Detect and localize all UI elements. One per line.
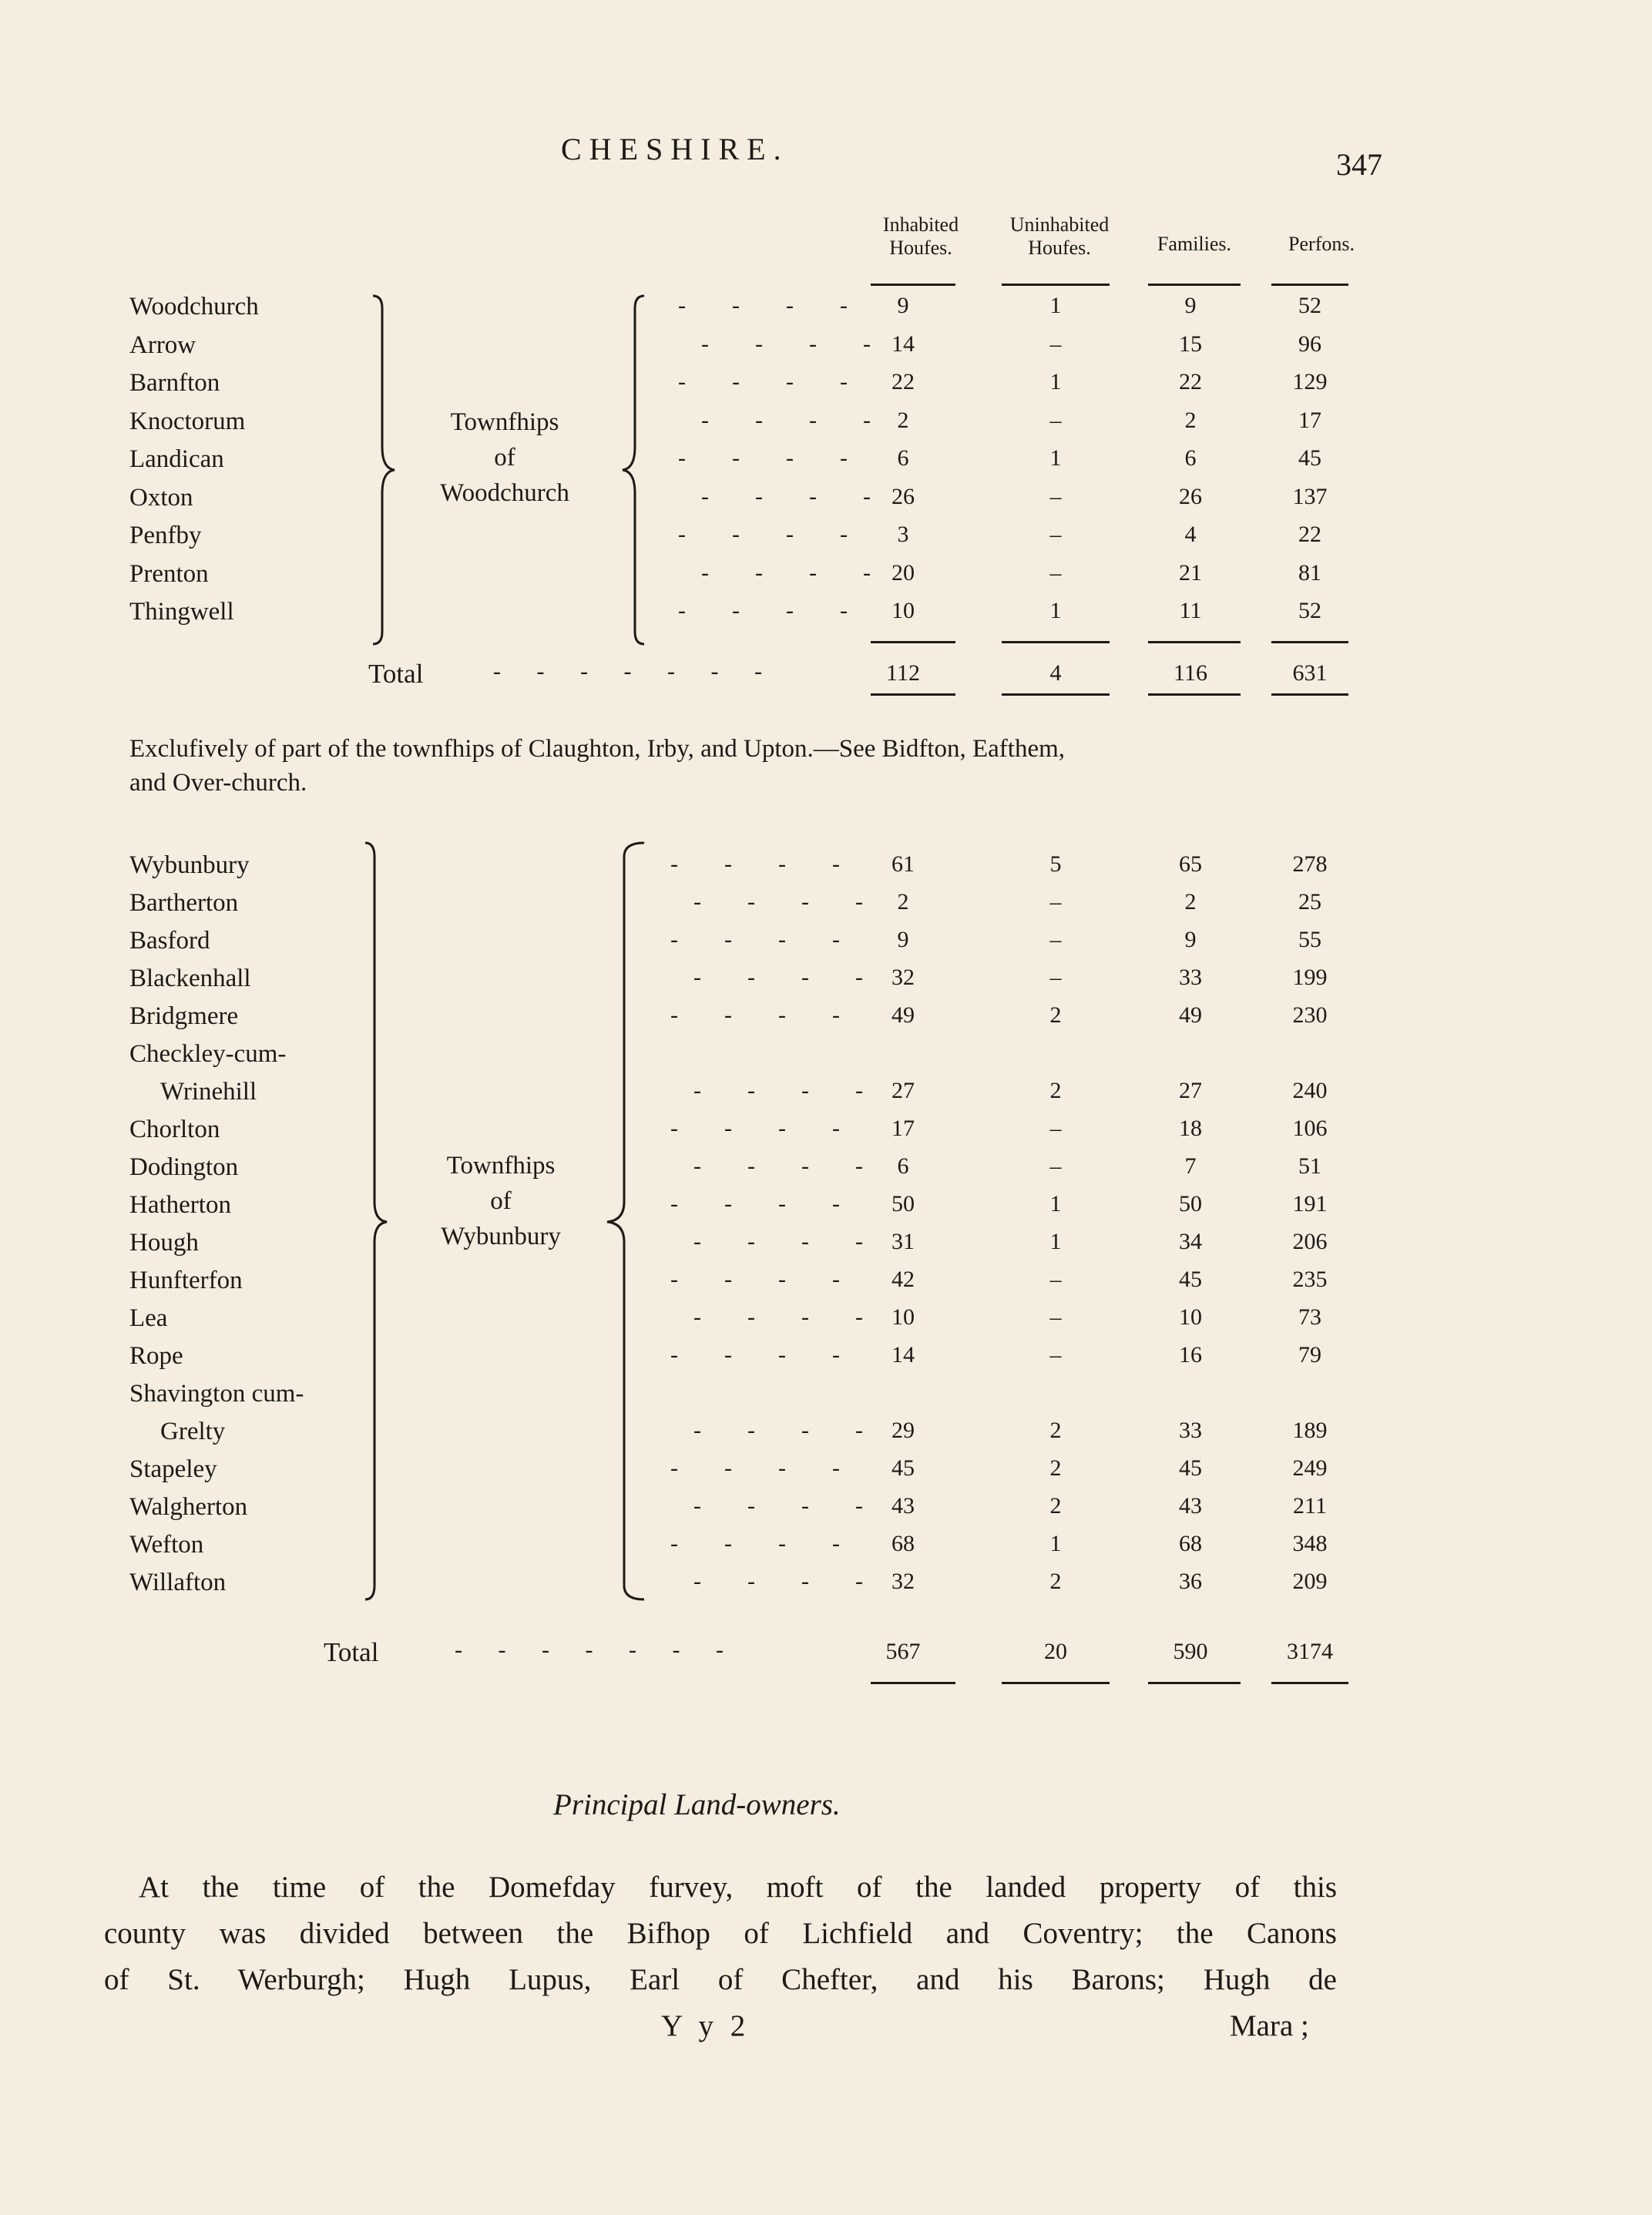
persons-value: 22 [1298, 522, 1321, 547]
uninhabited-value: 5 [1049, 851, 1062, 877]
persons-value: 73 [1298, 1304, 1321, 1330]
persons-value: 17 [1298, 407, 1321, 433]
township-name: Dodington [129, 1153, 239, 1181]
families-value: 34 [1179, 1229, 1202, 1254]
persons-value: 211 [1293, 1493, 1327, 1519]
inhabited-value: 2 [897, 889, 909, 915]
persons-value: 96 [1298, 331, 1321, 357]
leader-dots: - - - - [678, 598, 852, 623]
township-name: Willafton [129, 1569, 227, 1596]
persons-value: 199 [1292, 965, 1328, 990]
leader-dots: - - - - [670, 1267, 844, 1292]
inhabited-value: 27 [891, 1078, 915, 1103]
township-name: Hunfterfon [129, 1267, 243, 1294]
total-uninhabited: 20 [1044, 1639, 1067, 1664]
total-inhabited: 112 [886, 660, 920, 686]
inhabited-value: 14 [891, 1342, 915, 1368]
leader-dots: - - - - [701, 483, 875, 509]
column-header-inhabited [855, 213, 986, 260]
families-value: 4 [1184, 522, 1197, 547]
leader-dots: - - - - [701, 407, 875, 433]
leader-dots: - - - - [670, 1342, 844, 1368]
leader-dots: - - - - [693, 1418, 868, 1443]
township-name: Lea [129, 1304, 168, 1332]
uninhabited-value: – [1049, 483, 1062, 509]
families-value: 16 [1179, 1342, 1202, 1368]
persons-value: 106 [1292, 1116, 1328, 1141]
total-label: Total [324, 1637, 379, 1667]
inhabited-value: 17 [891, 1116, 915, 1141]
uninhabited-value: – [1049, 522, 1062, 547]
uninhabited-value: – [1049, 965, 1062, 990]
leader-dots: - - - - - - - [455, 1637, 728, 1663]
uninhabited-value: 1 [1049, 293, 1062, 318]
leader-dots: - - - - [701, 559, 875, 586]
persons-value: 51 [1298, 1153, 1321, 1179]
persons-value: 52 [1298, 598, 1321, 623]
inhabited-value: 68 [891, 1531, 915, 1556]
persons-value: 52 [1298, 293, 1321, 318]
persons-value: 129 [1292, 369, 1328, 394]
left-brace-icon [601, 840, 647, 1603]
header-rule [871, 284, 955, 286]
uninhabited-value: 2 [1049, 1418, 1062, 1443]
page-number: 347 [1336, 147, 1382, 182]
persons-value: 81 [1298, 559, 1321, 586]
inhabited-value: 6 [897, 445, 909, 471]
township-name: Bridgmere [129, 1002, 239, 1030]
inhabited-value: 50 [891, 1191, 915, 1217]
township-name: Walgherton [129, 1493, 248, 1521]
families-value: 9 [1184, 293, 1197, 318]
families-value: 6 [1184, 445, 1197, 471]
right-brace-icon [362, 840, 393, 1603]
leader-dots: - - - - [670, 851, 844, 877]
township-name: Oxton [129, 483, 193, 512]
persons-value: 348 [1292, 1531, 1328, 1556]
total-rule [1148, 1682, 1241, 1684]
left-brace-icon [616, 293, 647, 647]
inhabited-value: 10 [891, 1304, 915, 1330]
families-value: 26 [1179, 483, 1202, 509]
inhabited-value: 20 [891, 559, 915, 586]
township-name: Basford [129, 927, 210, 955]
uninhabited-value: 1 [1049, 598, 1062, 623]
column-header-families: Families. [1157, 233, 1232, 255]
inhabited-value: 32 [891, 1569, 915, 1594]
uninhabited-value: 2 [1049, 1569, 1062, 1594]
total-rule [1002, 693, 1110, 696]
leader-dots: - - - - [693, 1153, 868, 1179]
leader-dots: - - - - [693, 1493, 868, 1519]
leader-dots: - - - - [670, 1116, 844, 1141]
persons-value: 230 [1292, 1002, 1328, 1028]
total-rule [1002, 641, 1110, 643]
leader-dots: - - - - [670, 1455, 844, 1481]
township-name: Chorlton [129, 1116, 220, 1143]
persons-value: 79 [1298, 1342, 1321, 1368]
persons-value: 55 [1298, 927, 1321, 952]
group-label-line: of [494, 444, 515, 472]
uninhabited-value: 2 [1049, 1078, 1062, 1103]
uninhabited-value: – [1049, 1342, 1062, 1368]
leader-dots: - - - - [693, 1304, 868, 1330]
inhabited-value: 9 [897, 293, 909, 318]
township-name: Bartherton [129, 889, 239, 917]
column-header-inhabited-line2: Houfes. [889, 237, 952, 259]
total-rule [871, 1682, 955, 1684]
total-rule [1148, 693, 1241, 696]
persons-value: 235 [1292, 1267, 1328, 1292]
right-brace-icon [370, 293, 401, 647]
total-rule [871, 641, 955, 643]
township-name: Prenton [129, 559, 209, 588]
inhabited-value: 45 [891, 1455, 915, 1481]
column-header-uninhabited-line2: Houfes. [1028, 237, 1091, 259]
township-name: Checkley-cum- [129, 1040, 287, 1068]
leader-dots: - - - - [701, 331, 875, 357]
families-value: 10 [1179, 1304, 1202, 1330]
families-value: 49 [1179, 1002, 1202, 1028]
persons-value: 137 [1292, 483, 1328, 509]
township-name: Wybunbury [129, 851, 250, 879]
inhabited-value: 9 [897, 927, 909, 952]
inhabited-value: 14 [891, 331, 915, 357]
persons-value: 278 [1292, 851, 1328, 877]
inhabited-value: 29 [891, 1418, 915, 1443]
total-inhabited: 567 [885, 1639, 921, 1664]
inhabited-value: 32 [891, 965, 915, 990]
leader-dots: - - - - [693, 1569, 868, 1594]
paragraph-line: of St. Werburgh; Hugh Lupus, Earl of Chefter, and his Barons; Hugh de [104, 1963, 1337, 1996]
uninhabited-value: 1 [1049, 1531, 1062, 1556]
inhabited-value: 10 [891, 598, 915, 623]
total-rule [1271, 1682, 1348, 1684]
township-name: Blackenhall [129, 965, 251, 992]
inhabited-value: 42 [891, 1267, 915, 1292]
persons-value: 249 [1292, 1455, 1328, 1481]
township-name: Landican [129, 445, 224, 473]
persons-value: 25 [1298, 889, 1321, 915]
families-value: 2 [1184, 407, 1197, 433]
leader-dots: - - - - [678, 293, 852, 318]
signature-mark: Y y 2 [661, 2009, 750, 2042]
families-value: 43 [1179, 1493, 1202, 1519]
leader-dots: - - - - [693, 1229, 868, 1254]
families-value: 15 [1179, 331, 1202, 357]
total-uninhabited: 4 [1049, 660, 1062, 686]
uninhabited-value: – [1049, 1304, 1062, 1330]
families-value: 33 [1179, 965, 1202, 990]
group-label-line: Woodchurch [440, 479, 569, 507]
leader-dots: - - - - - - - [493, 659, 767, 684]
leader-dots: - - - - [693, 965, 868, 990]
paragraph-line: At the time of the Domefday furvey, moft of the landed property of this [139, 1871, 1337, 1904]
header-rule [1271, 284, 1348, 286]
leader-dots: - - - - [693, 889, 868, 915]
column-header-inhabited-line1: Inhabited [882, 213, 959, 236]
inhabited-value: 2 [897, 407, 909, 433]
township-name-continued: Grelty [160, 1418, 226, 1445]
group-label-line: Wybunbury [441, 1223, 561, 1250]
uninhabited-value: – [1049, 889, 1062, 915]
leader-dots: - - - - [678, 369, 852, 394]
township-name: Hough [129, 1229, 199, 1257]
persons-value: 209 [1292, 1569, 1328, 1594]
total-rule [1271, 693, 1348, 696]
inhabited-value: 61 [891, 851, 915, 877]
leader-dots: - - - - [670, 1002, 844, 1028]
leader-dots: - - - - [693, 1078, 868, 1103]
leader-dots: - - - - [678, 522, 852, 547]
total-persons: 3174 [1287, 1639, 1333, 1664]
group-label-line: of [490, 1187, 512, 1215]
leader-dots: - - - - [678, 445, 852, 471]
families-value: 36 [1179, 1569, 1202, 1594]
uninhabited-value: 2 [1049, 1493, 1062, 1519]
inhabited-value: 26 [891, 483, 915, 509]
inhabited-value: 22 [891, 369, 915, 394]
township-name: Shavington cum- [129, 1380, 304, 1408]
uninhabited-value: – [1049, 1153, 1062, 1179]
leader-dots: - - - - [670, 1191, 844, 1217]
inhabited-value: 31 [891, 1229, 915, 1254]
inhabited-value: 43 [891, 1493, 915, 1519]
uninhabited-value: 1 [1049, 1191, 1062, 1217]
uninhabited-value: – [1049, 1116, 1062, 1141]
persons-value: 191 [1292, 1191, 1328, 1217]
header-rule [1148, 284, 1241, 286]
body-paragraph [104, 1864, 1337, 2003]
total-label: Total [368, 659, 424, 689]
footnote-line: Exclufively of part of the townfhips of Claughton, Irby, and Upton.—See Bidfton, Eafthem, [129, 735, 1066, 763]
total-rule [871, 693, 955, 696]
persons-value: 206 [1292, 1229, 1328, 1254]
families-value: 11 [1179, 598, 1202, 623]
township-name: Penfby [129, 522, 202, 549]
leader-dots: - - - - [670, 927, 844, 952]
families-value: 22 [1179, 369, 1202, 394]
families-value: 33 [1179, 1418, 1202, 1443]
township-name: Barnfton [129, 369, 220, 397]
footnote-line: and Over-church. [129, 769, 307, 797]
families-value: 45 [1179, 1455, 1202, 1481]
total-families: 590 [1173, 1639, 1208, 1664]
township-name: Knoctorum [129, 407, 246, 435]
group-label-line: Townfhips [446, 1152, 556, 1180]
uninhabited-value: – [1049, 1267, 1062, 1292]
leader-dots: - - - - [670, 1531, 844, 1556]
township-name: Rope [129, 1342, 183, 1370]
total-persons: 631 [1292, 660, 1328, 686]
column-header-uninhabited-line1: Uninhabited [1009, 213, 1110, 236]
township-name: Hatherton [129, 1191, 231, 1219]
header-rule [1002, 284, 1110, 286]
uninhabited-value: – [1049, 559, 1062, 586]
families-value: 65 [1179, 851, 1202, 877]
uninhabited-value: 1 [1049, 1229, 1062, 1254]
uninhabited-value: – [1049, 927, 1062, 952]
column-header-uninhabited [986, 213, 1133, 260]
group-label-line: Townfhips [450, 408, 559, 436]
uninhabited-value: – [1049, 331, 1062, 357]
families-value: 27 [1179, 1078, 1202, 1103]
uninhabited-value: 2 [1049, 1455, 1062, 1481]
township-name: Woodchurch [129, 293, 259, 321]
inhabited-value: 49 [891, 1002, 915, 1028]
families-value: 7 [1184, 1153, 1197, 1179]
township-name-continued: Wrinehill [160, 1078, 257, 1106]
group-label-wybunbury [441, 1148, 561, 1254]
township-name: Thingwell [129, 598, 234, 626]
families-value: 50 [1179, 1191, 1202, 1217]
persons-value: 45 [1298, 445, 1321, 471]
group-label-woodchurch [440, 404, 569, 511]
persons-value: 240 [1292, 1078, 1328, 1103]
families-value: 21 [1179, 559, 1202, 586]
uninhabited-value: 1 [1049, 445, 1062, 471]
paragraph-line: county was divided between the Bifhop of Lichfield and Coventry; the Canons [104, 1917, 1337, 1950]
township-name: Arrow [129, 331, 196, 359]
inhabited-value: 3 [897, 522, 909, 547]
total-rule [1002, 1682, 1110, 1684]
families-value: 45 [1179, 1267, 1202, 1292]
catchword: Mara ; [1230, 2009, 1309, 2042]
column-header-persons: Perfons. [1288, 233, 1355, 255]
footnote [129, 732, 1065, 800]
inhabited-value: 6 [897, 1153, 909, 1179]
page-title: CHESHIRE. [561, 132, 789, 166]
uninhabited-value: 1 [1049, 369, 1062, 394]
persons-value: 189 [1292, 1418, 1328, 1443]
total-families: 116 [1174, 660, 1207, 686]
total-rule [1271, 641, 1348, 643]
families-value: 2 [1184, 889, 1197, 915]
families-value: 18 [1179, 1116, 1202, 1141]
uninhabited-value: – [1049, 407, 1062, 433]
uninhabited-value: 2 [1049, 1002, 1062, 1028]
families-value: 68 [1179, 1531, 1202, 1556]
families-value: 9 [1184, 927, 1197, 952]
township-name: Wefton [129, 1531, 204, 1559]
township-name: Stapeley [129, 1455, 217, 1483]
section-title: Principal Land-owners. [553, 1788, 841, 1821]
total-rule [1148, 641, 1241, 643]
